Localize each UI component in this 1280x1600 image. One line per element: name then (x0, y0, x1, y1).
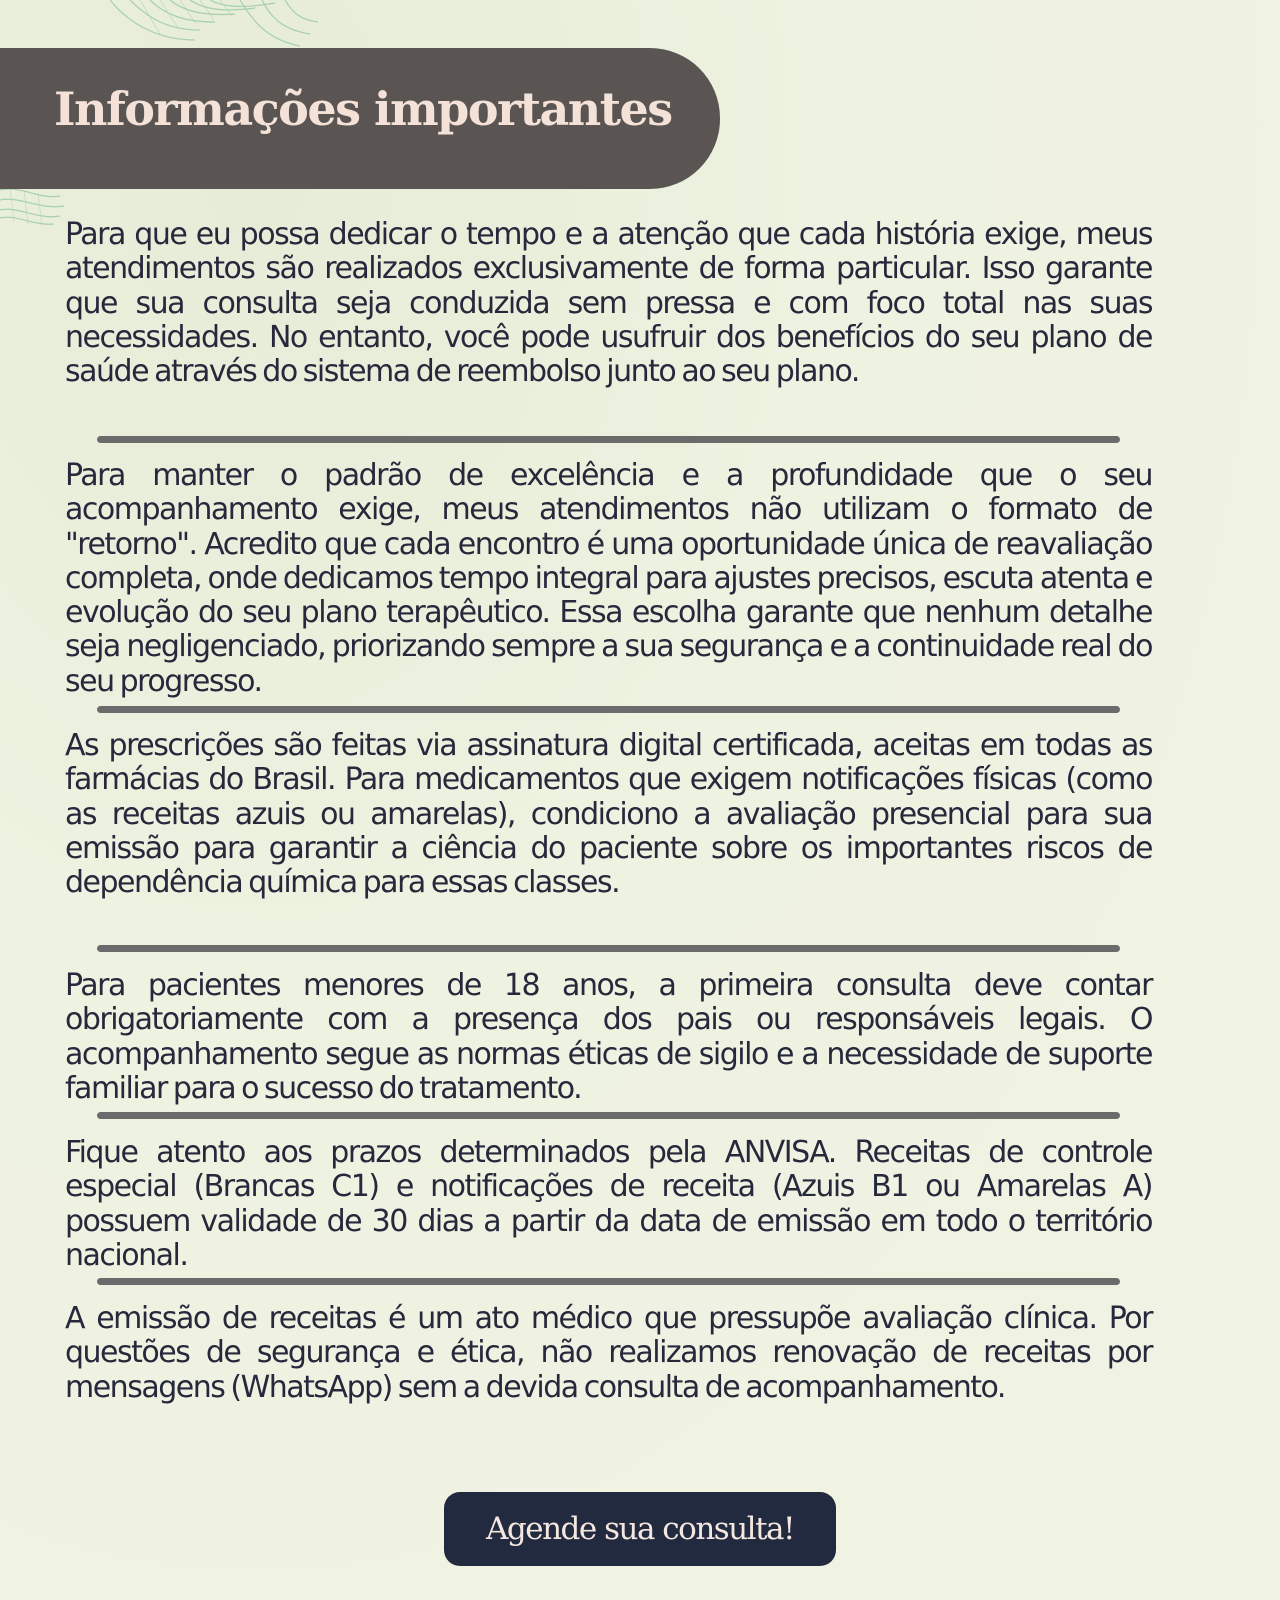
info-paragraph-minors: Para pacientes menores de 18 anos, a primeira consulta deve contar obrigatoriamente com a presença dos pais ou responsáveis legais. O acompanhamento segue as normas éticas de sigilo e a necessidade de suporte familiar para o sucesso do tratamento. (65, 968, 1152, 1106)
section-divider (97, 1278, 1120, 1285)
info-paragraph-anvisa: Fique atento aos prazos determinados pela ANVISA. Receitas de controle especial (Brancas C1) e notificações de receita (Azuis B1 ou Amarelas A) possuem validade de 30 dias a partir da data de emissão em todo o território nacional. (65, 1135, 1152, 1273)
section-divider (97, 436, 1120, 443)
info-paragraph-no-return: Para manter o padrão de excelência e a profundidade que o seu acompanhamento exige, meus atendimentos não utilizam o formato de "retorno". Acredito que cada encontro é uma oportunidade única de reavaliação completa, onde dedicamos tempo integral para ajustes precisos, escuta atenta e evolução do seu plano terapêutico. Essa escolha garante que nenhum detalhe seja negligenciado, priorizando sempre a sua segurança e a continuidade real do seu progresso. (65, 458, 1152, 699)
schedule-appointment-label: Agende sua consulta! (486, 1511, 794, 1547)
info-paragraph-prescriptions: As prescrições são feitas via assinatura digital certificada, aceitas em todas as farmácias do Brasil. Para medicamentos que exigem notificações físicas (como as receitas azuis ou amarelas), condiciono a avaliação presencial para sua emissão para garantir a ciência do paciente sobre os importantes riscos de dependência química para essas classes. (65, 728, 1152, 901)
section-divider (97, 945, 1120, 952)
section-divider (97, 706, 1120, 713)
info-paragraph-reimbursement: Para que eu possa dedicar o tempo e a atenção que cada história exige, meus atendimentos são realizados exclusivamente de forma particular. Isso garante que sua consulta seja conduzida sem pressa e com foco total nas suas necessidades. No entanto, você pode usufruir dos benefícios do seu plano de saúde através do sistema de reembolso junto ao seu plano. (65, 217, 1152, 390)
header-banner (0, 48, 720, 189)
page-title: Informações importantes (54, 82, 672, 136)
section-divider (97, 1112, 1120, 1119)
schedule-appointment-button[interactable] (444, 1492, 836, 1566)
info-paragraph-renewal: A emissão de receitas é um ato médico que pressupõe avaliação clínica. Por questões de segurança e ética, não realizamos renovação de receitas por mensagens (WhatsApp) sem a devida consulta de acompanhamento. (65, 1301, 1152, 1405)
